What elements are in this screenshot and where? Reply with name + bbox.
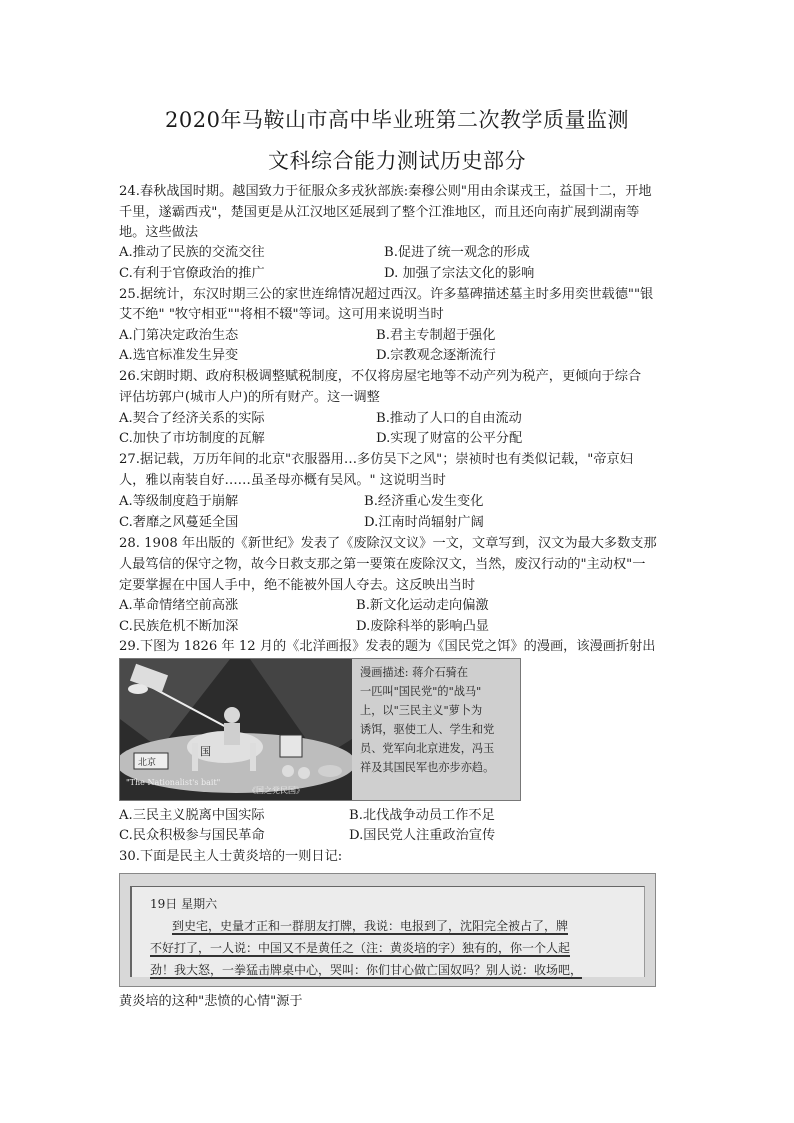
q24-option-a: A.推动了民族的交流交往 (119, 245, 265, 260)
page-title: 2020年马鞍山市高中毕业班第二次教学质量监测 (165, 108, 629, 132)
q25-stem-line-1: 25.据统计，东汉时期三公的家世连绵情况超过西汉。许多墓碑描述墓主时多用奕世载德""银 (119, 287, 654, 302)
cartoon-caption-cn: 《国之党民国》 (248, 786, 304, 795)
q28-stem-line-2: 人最笃信的保守之物，故今日救支那之第一要策在废除汉文，当然，废汉行动的"主动权"一 (119, 557, 646, 572)
q26-option-d: D.实现了财富的公平分配 (376, 431, 523, 446)
cartoon-desc-line: 漫画描述: 蒋介石骑在 (360, 666, 469, 679)
diary-line-1 (172, 917, 656, 934)
diary-text-3: 劲！我大怒，一拳猛击牌桌中心，哭叫：你们甘心做亡国奴吗？别人说：收场吧， (150, 963, 583, 977)
q27-stem-line-1: 27.据记载，万历年间的北京"衣服器用…多仿吴下之风"；崇祯时也有类似记载，"帝京妇 (119, 452, 633, 467)
cartoon-desc-line: 上，以"三民主义"萝卜为 (360, 704, 483, 717)
cartoon-caption-en: "The Nationalist's bait" (126, 778, 221, 787)
page-subtitle: 文科综合能力测试历史部分 (268, 149, 526, 173)
diary-line-3 (150, 961, 656, 978)
q29-option-a: A.三民主义脱离中国实际 (119, 808, 265, 823)
q29-option-d: D.国民党人注重政治宣传 (349, 828, 496, 843)
q26-option-a: A.契合了经济关系的实际 (119, 411, 265, 426)
q29-option-c: C.民众积极参与国民革命 (119, 828, 265, 843)
q25-option-b: B.君主专制超于强化 (376, 328, 496, 343)
q28-option-c: C.民族危机不断加深 (119, 619, 239, 634)
q29-stem: 29.下图为 1826 年 12 月的《北洋画报》发表的题为《国民党之饵》的漫画，该漫画折射出 (119, 639, 656, 654)
q24-option-c: C.有利于官僚政治的推广 (119, 266, 265, 281)
q25-option-a: A.门第决定政治生态 (119, 328, 239, 343)
q28-option-a: A.革命情绪空前高涨 (119, 598, 239, 613)
q24-stem-line-3: 地。这些做法 (119, 225, 199, 240)
diary-figure (119, 873, 656, 987)
cartoon-flag-text: 国 (200, 745, 211, 758)
q25-option-c: A.选官标准发生异变 (119, 348, 239, 363)
q27-stem-line-2: 人，雅以南装自好……虽圣母亦概有吴风。" 这说明当时 (119, 473, 446, 488)
cartoon-description (360, 663, 516, 777)
diary-text-2: 不好打了，一人说：中国又不是黄任之（注：黄炎培的字）独有的，你一个人起 (150, 941, 571, 955)
q26-option-c: C.加快了市坊制度的瓦解 (119, 431, 265, 446)
q28-option-d: D.废除科举的影响凸显 (356, 619, 489, 634)
q27-option-b: B.经济重心发生变化 (364, 494, 484, 509)
q26-option-b: B.推动了人口的自由流动 (376, 411, 522, 426)
q26-stem-line-2: 评估坊郭户(城市人户)的所有财产。这一调整 (119, 390, 380, 405)
diary-page (130, 886, 645, 977)
q30-stem: 30.下面是民主人士黄炎培的一则日记: (119, 849, 343, 864)
q24-stem-line-2: 千里，遂霸西戎"，楚国更是从江汉地区延展到了整个江淮地区，而且还向南扩展到湖南等 (119, 205, 640, 220)
q28-option-b: B.新文化运动走向偏激 (356, 598, 489, 613)
cartoon-desc-line: 祥及其国民军也亦步亦趋。 (360, 761, 495, 774)
diary-line-2 (150, 939, 656, 956)
q26-stem-line-1: 26.宋朗时期、政府积极调整赋税制度，不仅将房屋宅地等不动产列为税产，更倾向于综合 (119, 369, 642, 384)
cartoon-desc-line: 一匹叫"国民党"的"战马" (360, 685, 482, 698)
q28-stem-line-1: 28. 1908 年出版的《新世纪》发表了《废除汉文议》一文，文章写到，汉文为最大多数支那 (119, 536, 657, 551)
q24-option-d: D. 加强了宗法文化的影响 (384, 266, 535, 281)
cartoon-image (120, 659, 352, 800)
q25-stem-line-2: 艾不绝" "牧守相亚""将相不辍"等词。这可用来说明当时 (119, 307, 444, 322)
diary-date: 19日 星期六 (150, 897, 218, 911)
q27-option-d: D.江南时尚辐射广阔 (364, 515, 484, 530)
cartoon-drawing (120, 659, 352, 800)
q24-stem-line-1: 24.春秋战国时期。越国致力于征服众多戎狄部族:秦穆公则"用由余谋戎王，益国十二，开地 (119, 184, 652, 199)
q28-stem-line-3: 定要掌握在中国人手中，绝不能被外国人夺去。这反映出当时 (119, 578, 476, 593)
q24-option-b: B.促进了统一观念的形成 (384, 245, 530, 260)
cartoon-figure (119, 658, 521, 801)
q30-tail: 黄炎培的这种"悲愤的心情"源于 (119, 994, 303, 1009)
diary-text-1: 到史宅，史量才正和一群朋友打牌，我说：电报到了，沈阳完全被占了，牌 (172, 919, 569, 933)
q27-option-a: A.等级制度趋于崩解 (119, 494, 239, 509)
q25-option-d: D.宗教观念逐渐流行 (376, 348, 496, 363)
cartoon-sign-text: 北京 (138, 758, 157, 768)
q27-option-c: C.奢靡之风蔓延全国 (119, 515, 239, 530)
cartoon-desc-line: 员、党军向北京进发，冯玉 (360, 742, 495, 755)
q29-option-b: B.北伐战争动员工作不足 (349, 808, 495, 823)
cartoon-desc-line: 诱饵，驱使工人、学生和党 (360, 723, 495, 736)
